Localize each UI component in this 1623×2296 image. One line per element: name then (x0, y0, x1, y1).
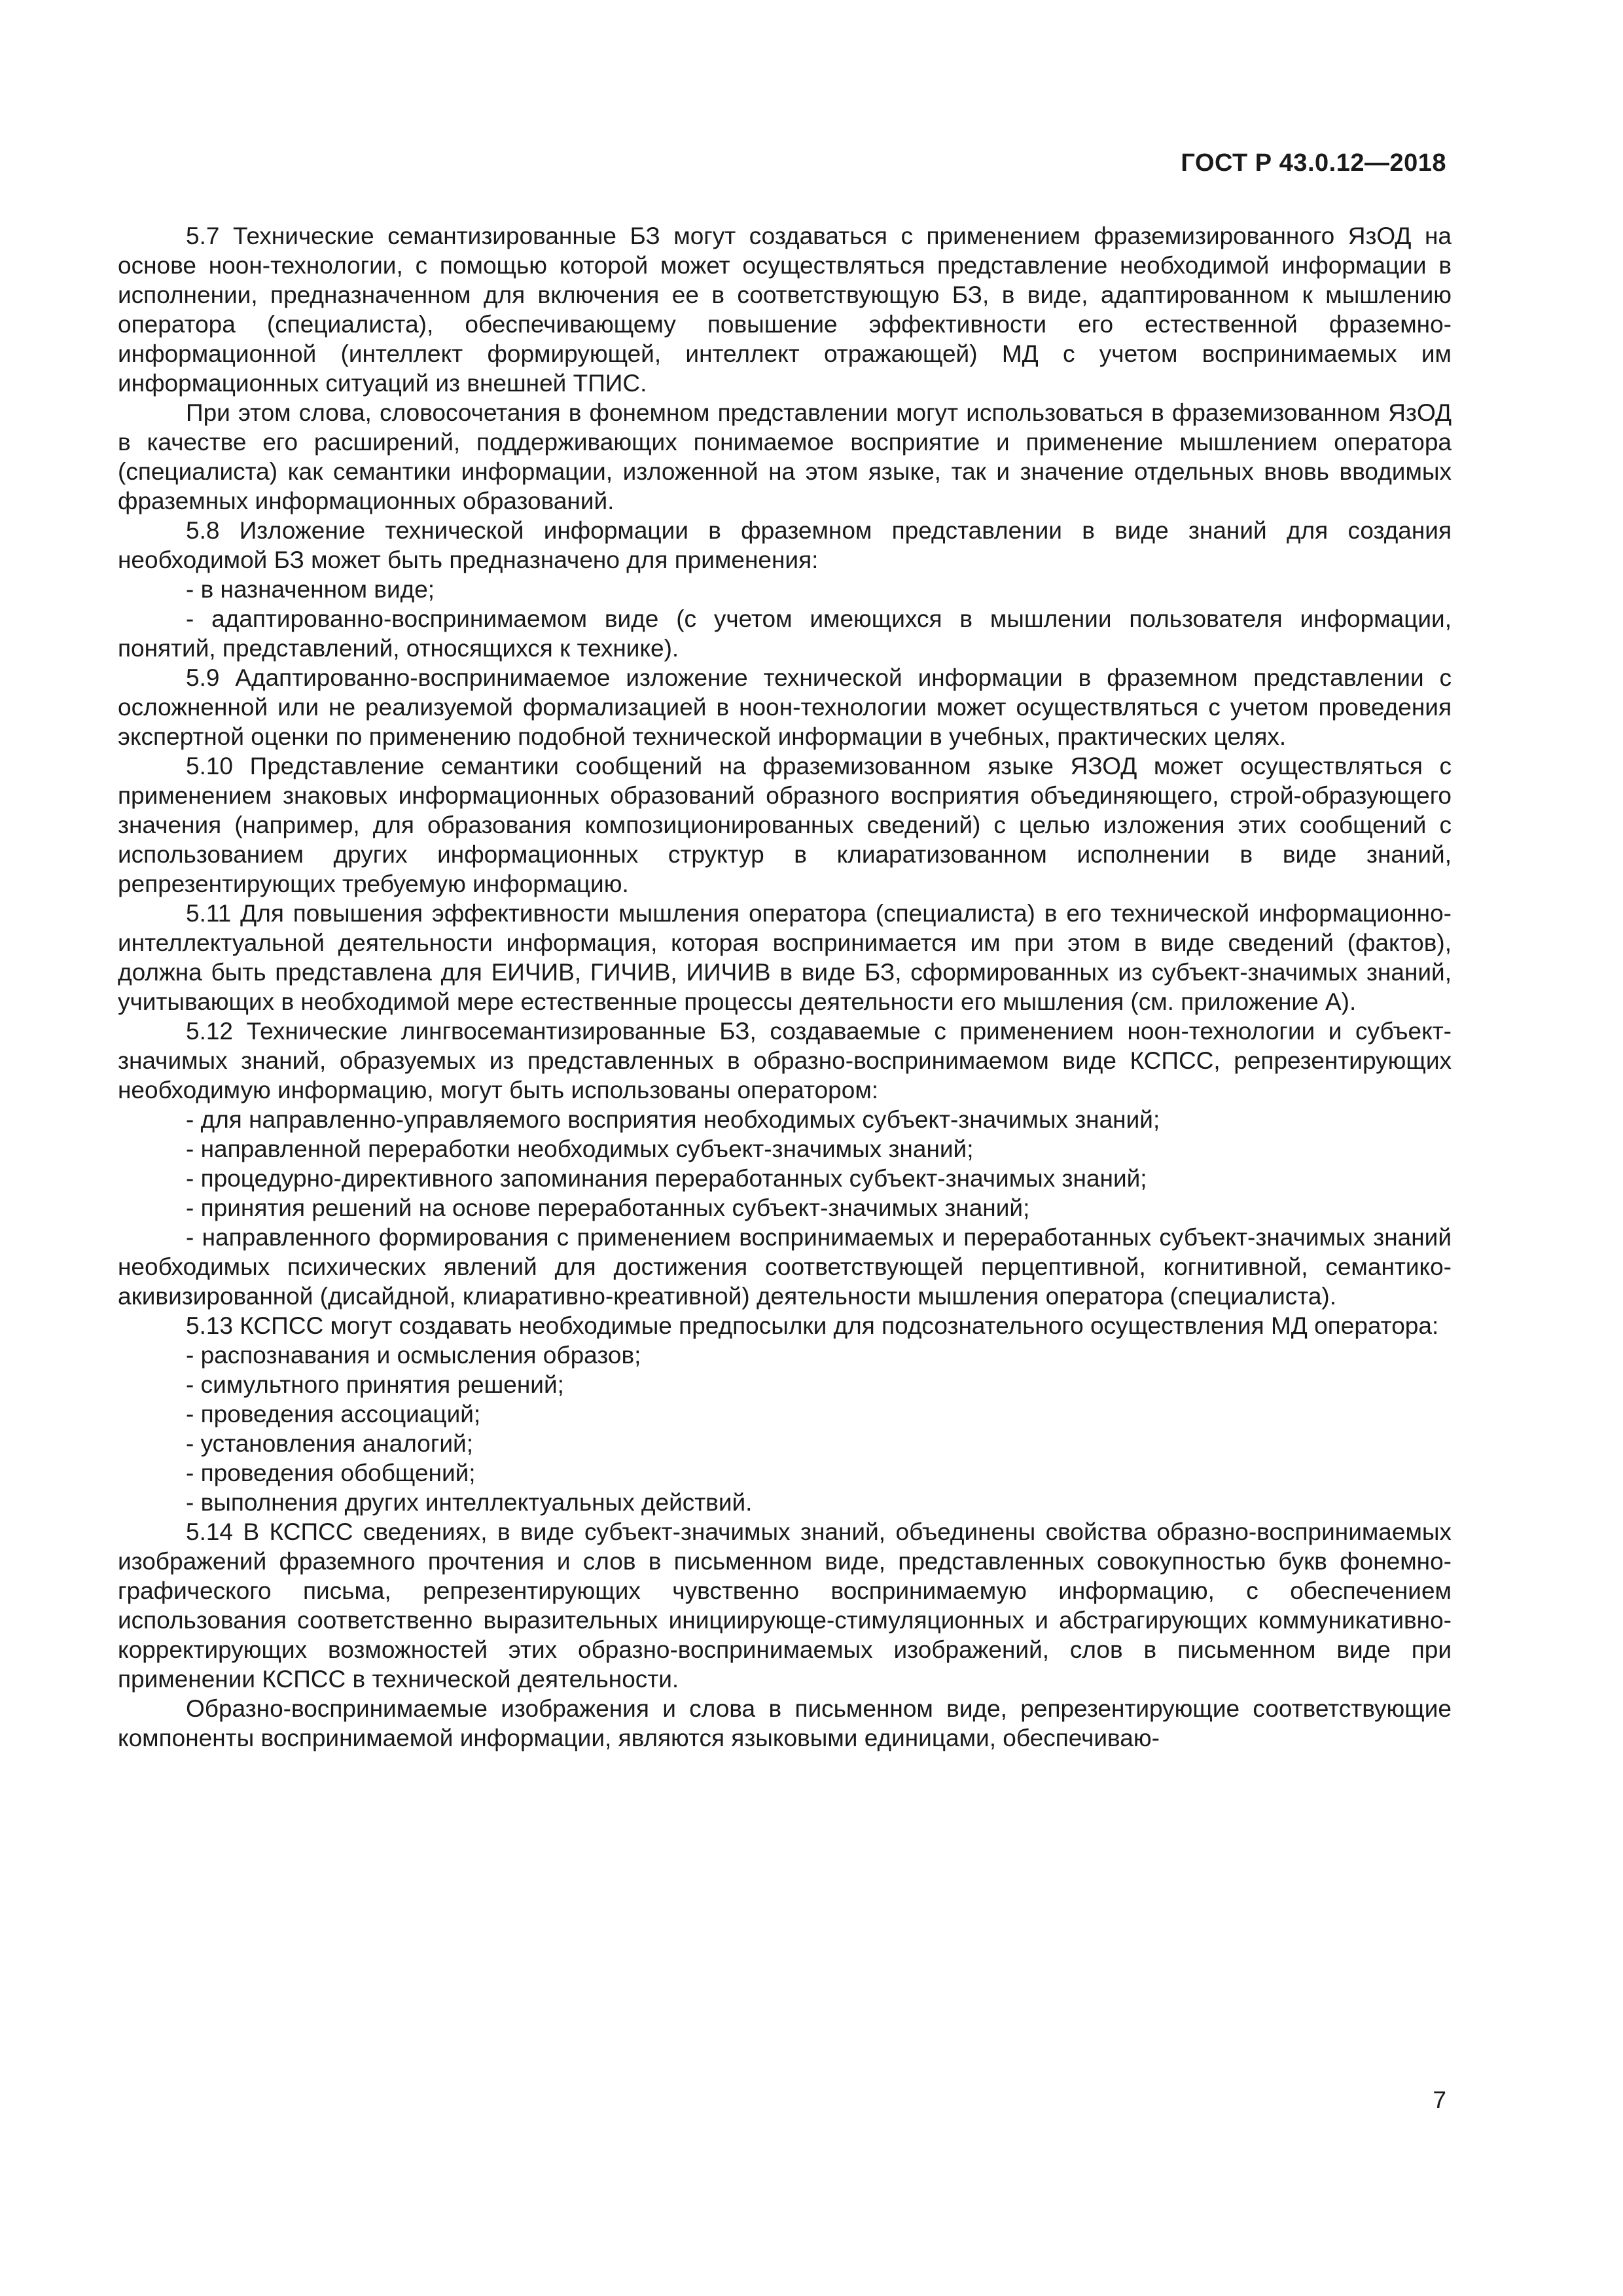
paragraph: 5.7 Технические семантизированные БЗ могут создаваться с применением фраземизированного ЯзОД на основе ноон-технологии, с помощью которой может осуществляться представление необходимой информации в исполнении, предназначенном для включения ее в соответствующую БЗ, в виде, адаптированном к мышлению оператора (специалиста), обеспечивающему повышение эффективности его естественной фраземно-информационной (интеллект формирующей, интеллект отражающей) МД с учетом воспринимаемых им информационных ситуаций из внешней ТПИС. (118, 223, 1452, 397)
paragraph: Образно-воспринимаемые изображения и слова в письменном виде, репрезентирующие соответствующие компоненты воспринимаемой информации, являются языковыми единицами, обеспечиваю- (118, 1695, 1452, 1751)
list-item: - установления аналогий; (186, 1430, 473, 1457)
list-item: - симультного принятия решений; (186, 1371, 564, 1398)
paragraph: 5.12 Технические лингвосемантизированные БЗ, создаваемые с применением ноон-технологии и субъект-значимых знаний, образуемых из представленных в образно-воспринимаемом виде КСПСС, репрезентирующих необходимую информацию, могут быть использованы оператором: (118, 1018, 1452, 1103)
list-item: - процедурно-директивного запоминания переработанных субъект-значимых знаний; (186, 1165, 1147, 1192)
list-item: - направленной переработки необходимых субъект-значимых знаний; (186, 1136, 974, 1162)
list-item: - проведения ассоциаций; (186, 1401, 481, 1427)
paragraph: 5.11 Для повышения эффективности мышления оператора (специалиста) в его технической информационно-интеллектуальной деятельности информация, которая воспринимается им при этом в виде сведений (фактов), должна быть представлена для ЕИЧИВ, ГИЧИВ, ИИЧИВ в виде БЗ, сформированных из субъект-значимых знаний, учитывающих в необходимой мере естественные процессы деятельности его мышления (см. приложение А). (118, 900, 1452, 1015)
list-item: - в назначенном виде; (186, 576, 435, 603)
paragraph: При этом слова, словосочетания в фонемном представлении могут использоваться в фраземизованном ЯзОД в качестве его расширений, поддерживающих понимаемое восприятие и применение мышлением оператора (специалиста) как семантики информации, изложенной на этом языке, так и значение отдельных вновь вводимых фраземных информационных образований. (118, 399, 1452, 514)
list-item: - проведения обобщений; (186, 1460, 476, 1486)
paragraph: 5.9 Адаптированно-воспринимаемое изложение технической информации в фраземном представлении с осложненной или не реализуемой формализацией в ноон-технологии может осуществляться с учетом проведения экспертной оценки по применению подобной технической информации в учебных, практических целях. (118, 664, 1452, 750)
body-text (118, 221, 1452, 1753)
paragraph: 5.14 В КСПСС сведениях, в виде субъект-значимых знаний, объединены свойства образно-воспринимаемых изображений фраземного прочтения и слов в письменном виде, представленных совокупностью букв фонемно-графического письма, репрезентирующих чувственно воспринимаемую информацию, с обеспечением использования соответственно выразительных инициирующе-стимуляционных и абстрагирующих коммуникативно-корректирующих возможностей этих образно-воспринимаемых изображений, слов в письменном виде при применении КСПСС в технической деятельности. (118, 1518, 1452, 1693)
paragraph: 5.13 КСПСС могут создавать необходимые предпосылки для подсознательного осуществления МД оператора: (186, 1312, 1439, 1339)
list-item: - адаптированно-воспринимаемом виде (с учетом имеющихся в мышлении пользователя информации, понятий, представлений, относящихся к технике). (118, 605, 1452, 662)
list-item: - для направленно-управляемого восприятия необходимых субъект-значимых знаний; (186, 1106, 1160, 1133)
document-code: ГОСТ Р 43.0.12—2018 (1181, 149, 1446, 177)
page-number: 7 (1433, 2087, 1446, 2113)
list-item: - выполнения других интеллектуальных действий. (186, 1489, 753, 1516)
list-item: - принятия решений на основе переработанных субъект-значимых знаний; (186, 1194, 1030, 1221)
list-item: - направленного формирования с применением воспринимаемых и переработанных субъект-значимых знаний необходимых психических явлений для достижения соответствующей перцептивной, когнитивной, семантико-акивизированной (дисайдной, клиаративно-креативной) деятельности мышления оператора (специалиста). (118, 1224, 1452, 1310)
paragraph: 5.10 Представление семантики сообщений на фраземизованном языке ЯЗОД может осуществляться с применением знаковых информационных образований образного восприятия объединяющего, строй-образующего значения (например, для образования композиционированных сведений) с целью изложения этих сообщений с использованием других информационных структур в клиаратизованном исполнении в виде знаний, репрезентирующих требуемую информацию. (118, 753, 1452, 897)
paragraph: 5.8 Изложение технической информации в фраземном представлении в виде знаний для создания необходимой БЗ может быть предназначено для применения: (118, 517, 1452, 573)
list-item: - распознавания и осмысления образов; (186, 1342, 641, 1369)
